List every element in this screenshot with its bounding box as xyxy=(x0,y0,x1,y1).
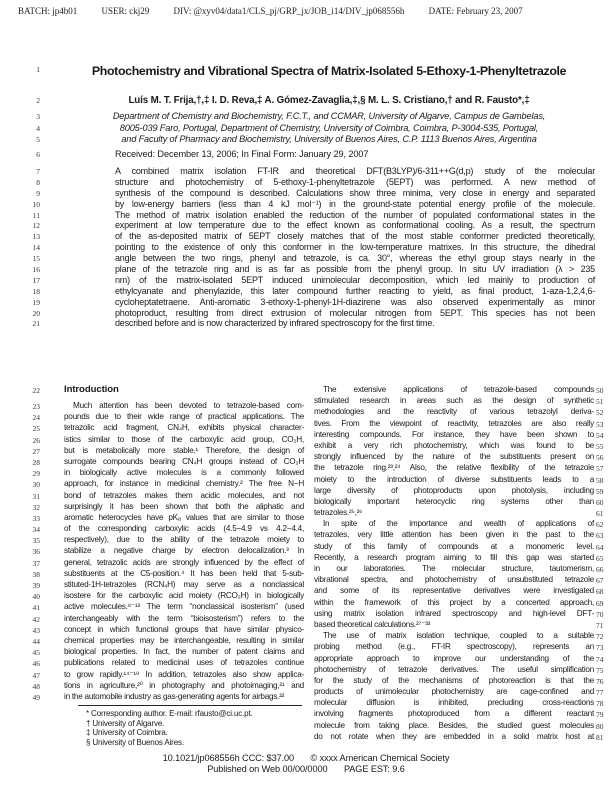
body-row xyxy=(32,400,304,411)
body-row xyxy=(32,523,304,535)
body-row xyxy=(32,534,304,546)
body-line: molecular diffusion is inhibited, precluding cross-reactions xyxy=(314,698,594,708)
body-line: publications related to medicinal uses of tetrazoles continue xyxy=(64,658,304,668)
body-line: istics similar to those of the carboxylic acid group, CO₂H, xyxy=(64,434,304,444)
line-number: 25 xyxy=(32,424,40,434)
line-number: 19 xyxy=(32,297,40,307)
affiliation-row xyxy=(0,134,612,146)
line-number: 11 xyxy=(32,210,40,220)
left-column xyxy=(32,384,304,747)
body-row xyxy=(314,474,604,485)
body-line: study of this family of compounds at a monomeric level. xyxy=(314,541,594,551)
proof-batch: BATCH: jp4b01 xyxy=(18,6,78,16)
abstract-row xyxy=(0,297,612,308)
line-number: 15 xyxy=(32,254,40,264)
footnote-rule xyxy=(78,705,302,706)
line-number: 38 xyxy=(32,569,40,579)
body-line: biologically important heterocyclic ring systems other than xyxy=(314,496,594,506)
body-row xyxy=(314,384,604,395)
abstract-line: pointing to the existence of only this conformer in the low-temperature matrixes. In this structure, the dihedral xyxy=(115,242,595,253)
line-number: 5 xyxy=(36,135,40,144)
body-row xyxy=(314,541,604,552)
line-number: 57 xyxy=(596,464,604,474)
line-number: 41 xyxy=(32,603,40,613)
body-row xyxy=(314,675,604,686)
line-number: 69 xyxy=(596,598,604,608)
right-column xyxy=(314,384,604,742)
body-line: within the framework of this project by a concerted approach, xyxy=(314,597,594,607)
line-number: 48 xyxy=(32,681,40,691)
line-number: 81 xyxy=(596,732,604,742)
line-number: 60 xyxy=(596,497,604,507)
line-number: 80 xyxy=(596,721,604,731)
line-number: 78 xyxy=(596,699,604,709)
line-number: 3 xyxy=(36,112,40,121)
line-number: 49 xyxy=(32,692,40,702)
body-line: large diversity of photoproducts upon photolysis, including xyxy=(314,485,594,495)
abstract-line: photoproduct, resulting from direct extrusion of molecular nitrogen from 5EPT. This species has not been xyxy=(115,307,595,318)
body-row xyxy=(32,411,304,423)
line-number: 76 xyxy=(596,676,604,686)
body-row xyxy=(32,590,304,602)
line-number: 71 xyxy=(596,620,604,630)
body-line: interchangeably with the term “bioisosterism”) refers to the xyxy=(64,613,304,623)
line-number: 14 xyxy=(32,243,40,253)
body-row xyxy=(32,478,304,490)
body-line: tetrazoles, very little attention has been given in the past to the xyxy=(314,530,594,540)
body-row xyxy=(314,563,604,574)
line-number: 50 xyxy=(596,386,604,395)
body-line: exhibit a very rich photochemistry, which was found to be xyxy=(314,440,594,450)
abstract-block xyxy=(0,166,612,329)
affiliation-line: Department of Chemistry and Biochemistry, F.C.T., and CCMAR, University of Algarve, Campus de Gambelas, xyxy=(112,111,546,121)
line-number: 64 xyxy=(596,542,604,552)
line-number: 7 xyxy=(36,167,40,176)
body-line: moiety to the introduction of diverse substituents leads to a xyxy=(314,474,594,484)
line-number: 39 xyxy=(32,581,40,590)
body-line: approach, for instance in medicinal chemistry.² The free N−H xyxy=(64,479,304,489)
body-row xyxy=(32,601,304,613)
line-number: 46 xyxy=(32,659,40,669)
body-row xyxy=(314,485,604,496)
body-line: vibrational spectra, and photochemistry of unsubstituted tetrazole xyxy=(314,575,594,585)
body-row xyxy=(314,697,604,709)
introduction-heading-row xyxy=(32,384,304,400)
body-line: tives. From the viewpoint of reactivity, tetrazoles are also really xyxy=(314,418,594,428)
line-number: 72 xyxy=(596,632,604,642)
body-row xyxy=(314,597,604,608)
body-row xyxy=(32,456,304,467)
authors-line: Luís M. T. Frija,†,‡ I. D. Reva,‡ A. Gómez-Zavaglia,‡,§ M. L. S. Cristiano,† and R. Fausto*,‡ xyxy=(128,95,530,106)
footer-doi: 10.1021/jp068556h CCC: $37.00 xyxy=(162,753,295,763)
body-row xyxy=(314,552,604,563)
body-line: in biologically active molecules is a commonly followed xyxy=(64,468,304,478)
footer-doi-line xyxy=(0,753,612,763)
line-number: 77 xyxy=(596,688,604,698)
footer-copyright: © xxxx American Chemical Society xyxy=(310,753,450,763)
footnote-line: * Corresponding author. E-mail: rfausto@ci.uc.pt. xyxy=(86,709,253,719)
abstract-row xyxy=(0,286,612,297)
body-line: stituted-1H-tetrazoles (RCN₄H) may serve as a nonclassical xyxy=(64,580,304,589)
abstract-line: angle between the two rings, phenyl and tetrazole, is ca. 30°, whereas the ethyl group stays nearly in the xyxy=(115,253,595,264)
line-number: 58 xyxy=(596,475,604,485)
line-number: 20 xyxy=(32,308,40,318)
line-number: 22 xyxy=(32,386,40,395)
body-line: the tetrazole ring.²³,²⁴ Also, the relative flexibility of the tetrazole xyxy=(314,463,594,473)
line-number: 1 xyxy=(36,65,40,74)
body-row xyxy=(32,490,304,501)
abstract-row xyxy=(0,199,612,210)
body-row xyxy=(32,422,304,434)
line-number: 6 xyxy=(36,150,40,159)
line-number: 79 xyxy=(596,710,604,720)
body-row xyxy=(314,720,604,731)
line-number: 36 xyxy=(32,547,40,557)
body-row xyxy=(314,630,604,642)
body-row xyxy=(32,568,304,579)
line-number: 33 xyxy=(32,513,40,523)
line-number: 29 xyxy=(32,469,40,479)
body-line: Much attention has been devoted to tetrazole-based com- xyxy=(73,401,304,410)
line-number: 53 xyxy=(596,419,604,429)
body-row xyxy=(314,406,604,418)
line-number: 74 xyxy=(596,654,604,664)
body-line: concept in which functional groups that have similar physico- xyxy=(64,624,304,634)
line-number: 63 xyxy=(596,531,604,541)
affiliation-line: 8005-039 Faro, Portugal, Department of Chemistry, University of Coimbra, Coimbra, P-3004-535, Portugal, xyxy=(119,122,539,133)
footnote-line: ‡ University of Coimbra. xyxy=(86,728,168,738)
left-column-lines xyxy=(32,400,304,702)
line-number: 10 xyxy=(32,199,40,209)
proof-header xyxy=(18,6,602,16)
line-number: 70 xyxy=(596,609,604,619)
affiliations-block xyxy=(0,111,612,146)
line-number: 28 xyxy=(32,457,40,467)
abstract-line: ethylcyanate and phenylazide, this later compound further reacting to yield, as final product, 1-aza-1,2,4,6- xyxy=(115,285,595,296)
body-row xyxy=(32,646,304,658)
line-number: 2 xyxy=(36,96,40,105)
line-number: 55 xyxy=(596,441,604,451)
body-row xyxy=(314,440,604,451)
line-number: 54 xyxy=(596,430,604,440)
body-line: appropriate approach to improve our understanding of the xyxy=(314,653,594,663)
body-row xyxy=(314,585,604,597)
abstract-row xyxy=(0,220,612,231)
body-line: The extensive applications of tetrazole-based compounds xyxy=(323,385,594,394)
line-number: 12 xyxy=(32,221,40,231)
page-footer xyxy=(0,753,612,774)
body-line: of the corresponding carboxylic acids (4.5−4.9 vs 4.2−4.4, xyxy=(64,524,304,534)
body-row xyxy=(314,653,604,664)
abstract-line: cycloheptatetraene. Anti-aromatic 3-ethoxy-1-phenyl-1H-diazirene was also observed experimentally as minor xyxy=(115,296,595,307)
body-line: isostere for the carboxylic acid moiety (RCO₂H) in biologically xyxy=(64,591,304,601)
body-line: do not rotate when they are embedded in a solid matrix host at xyxy=(314,731,594,741)
line-number: 51 xyxy=(596,397,604,407)
line-number: 42 xyxy=(32,614,40,624)
body-line: surprisingly it has been shown that both the aliphatic and xyxy=(64,501,304,511)
body-row xyxy=(314,418,604,429)
line-number: 75 xyxy=(596,665,604,675)
body-row xyxy=(32,467,304,479)
body-line: tions in agriculture,²⁰ in photography and photoimaging,²¹ and xyxy=(64,680,304,690)
body-row xyxy=(314,496,604,507)
body-line: probing method (e.g., FT-IR spectroscopy), represents an xyxy=(314,642,594,652)
body-line: active molecules.⁸⁻¹³ The term “nonclassical isosterism” (used xyxy=(64,602,304,612)
body-row xyxy=(32,669,304,680)
body-line: surrogate compounds bearing CN₄H groups instead of CO₂H xyxy=(64,456,304,466)
abstract-row xyxy=(0,188,612,199)
section-heading-introduction: Introduction xyxy=(64,384,119,395)
body-line: and some of its representative derivatives were investigated xyxy=(314,586,594,596)
abstract-row xyxy=(0,210,612,221)
right-column-lines xyxy=(314,384,604,742)
footnote-line: † University of Algarve. xyxy=(86,718,165,728)
line-number: 4 xyxy=(36,123,40,133)
body-row xyxy=(314,395,604,407)
proof-date: DATE: February 23, 2007 xyxy=(428,6,523,16)
proof-div: DIV: @xyv04/data1/CLS_pj/GRP_jx/JOB_i14/DIV_jp068556h xyxy=(173,6,405,16)
article-title: Photochemistry and Vibrational Spectra of Matrix-Isolated 5-Ethoxy-1-Phenyltetrazole xyxy=(91,64,567,78)
footnote-line: § University of Buenos Aires. xyxy=(86,737,184,747)
body-row xyxy=(314,619,604,630)
body-line: involving fragments photoproduced from a different reactant xyxy=(314,709,594,719)
line-number: 47 xyxy=(32,670,40,680)
abstract-row xyxy=(0,318,612,329)
body-line: photochemistry of tetrazole derivatives. The useful simplification xyxy=(314,664,594,674)
body-line: In spite of the importance and wealth of applications of xyxy=(323,519,594,529)
body-line: stabilize a negative charge by electron delocalization.³ In xyxy=(64,546,304,556)
body-row xyxy=(32,434,304,445)
body-row xyxy=(314,429,604,440)
body-row xyxy=(314,451,604,463)
line-number: 18 xyxy=(32,286,40,296)
body-line: based theoretical calculations.²⁷⁻³³ xyxy=(314,619,431,629)
line-number: 65 xyxy=(596,553,604,563)
body-row xyxy=(314,574,604,586)
line-number: 59 xyxy=(596,486,604,496)
body-line: but is metabolically more stable.¹ Therefore, the design of xyxy=(64,445,304,455)
line-number: 61 xyxy=(596,509,604,519)
body-line: strongly influenced by the nature of the substituents present on xyxy=(314,452,594,462)
abstract-line: of the as-deposited matrix of 5EPT closely matches that of the most stable conformer predicted theoretically, xyxy=(115,231,595,242)
body-row xyxy=(314,608,604,619)
body-line: respectively), due to the ability of the tetrazole moiety to xyxy=(64,535,304,545)
body-line: in our laboratories. The molecular structure, tautomerism, xyxy=(314,564,594,573)
received-row xyxy=(0,149,612,161)
body-row xyxy=(32,680,304,691)
body-line: to grow rapidly.¹⁴⁻¹⁹ In addition, tetrazoles also show applica- xyxy=(64,669,304,679)
abstract-line: described before and is now characterized by infrared spectroscopy for the first time. xyxy=(115,318,435,329)
body-line: interesting compounds. For instance, they have been shown to xyxy=(314,429,594,439)
line-number: 31 xyxy=(32,491,40,501)
body-row xyxy=(314,518,604,530)
body-row xyxy=(32,557,304,568)
abstract-line: by low-energy barriers (less than 4 kJ mol⁻¹) in the ground-state potential energy profile of the molecule. xyxy=(115,198,595,209)
body-line: bond of tetrazoles makes them acidic molecules, and not xyxy=(64,490,304,500)
body-row xyxy=(32,445,304,456)
body-line: methodologies and the reactivity of various tetrazolyl deriva- xyxy=(314,407,594,417)
footer-published: Published on Web 00/00/0000 xyxy=(207,764,328,774)
abstract-row xyxy=(0,242,612,253)
body-row xyxy=(32,545,304,557)
body-row xyxy=(314,708,604,720)
line-number: 67 xyxy=(596,576,604,586)
line-number: 34 xyxy=(32,525,40,535)
footnotes-block xyxy=(64,709,304,747)
body-row xyxy=(314,731,604,742)
line-number: 62 xyxy=(596,520,604,530)
abstract-row xyxy=(0,231,612,242)
body-line: for the study of the mechanisms of photoreaction is that the xyxy=(314,675,594,685)
body-row xyxy=(314,641,604,653)
body-row xyxy=(32,657,304,669)
body-line: Recently, a research program aiming to fill this gap was started xyxy=(314,552,594,562)
body-line: tetrazolic acid fragment, CN₄H, exhibits physical character- xyxy=(64,423,304,433)
body-row xyxy=(314,529,604,541)
body-line: biological properties. In fact, the number of patent claims and xyxy=(64,647,304,657)
authors-row xyxy=(0,95,612,108)
line-number: 30 xyxy=(32,480,40,490)
body-row xyxy=(32,624,304,635)
footer-page-est: PAGE EST: 9.6 xyxy=(343,764,405,774)
line-number: 56 xyxy=(596,453,604,463)
abstract-row xyxy=(0,264,612,275)
line-number: 32 xyxy=(32,502,40,512)
abstract-line: nm) of the matrix-isolated 5EPT induced unimolecular decomposition, which led mainly to production of xyxy=(115,274,595,285)
body-row xyxy=(32,635,304,646)
body-row xyxy=(32,579,304,590)
abstract-line: plane of the tetrazole ring and is as far as possible from the phenyl group. In situ UV irradiation (λ > 235 xyxy=(115,264,595,275)
body-line: products of unimolecular photochemistry are cage-confined and xyxy=(314,687,594,697)
abstract-line: experiment at low temperature due to the effect known as conformational cooling. As a result, the spectrum xyxy=(115,220,595,231)
affiliation-row xyxy=(0,111,612,123)
line-number: 45 xyxy=(32,648,40,658)
line-number: 26 xyxy=(32,435,40,445)
body-line: The use of matrix isolation technique, coupled to a suitable xyxy=(323,631,594,641)
body-row xyxy=(32,691,304,702)
line-number: 24 xyxy=(32,413,40,423)
abstract-line: A combined matrix isolation FT-IR and theoretical DFT(B3LYP)/6-311++G(d,p) study of the molecular xyxy=(115,166,595,176)
body-row xyxy=(314,507,604,519)
body-row xyxy=(314,664,604,675)
body-line: using matrix isolation infrared spectroscopy and high-level DFT- xyxy=(314,608,594,618)
line-number: 9 xyxy=(36,188,40,198)
line-number: 68 xyxy=(596,587,604,597)
body-row xyxy=(314,462,604,474)
abstract-row xyxy=(0,253,612,264)
body-line: stimulated research in areas such as the design of synthetic xyxy=(314,396,594,406)
body-row xyxy=(32,512,304,523)
abstract-row xyxy=(0,308,612,319)
abstract-row xyxy=(0,166,612,177)
line-number: 66 xyxy=(596,565,604,574)
line-number: 21 xyxy=(32,319,40,329)
line-number: 27 xyxy=(32,446,40,456)
line-number: 13 xyxy=(32,232,40,242)
body-line: substituents at the C5-position.⁴ It has been held that 5-sub- xyxy=(64,568,304,578)
line-number: 40 xyxy=(32,592,40,602)
line-number: 73 xyxy=(596,643,604,653)
body-row xyxy=(32,501,304,512)
received-line: Received: December 13, 2006; In Final Form: January 29, 2007 xyxy=(115,149,369,159)
abstract-line: The method of matrix isolation enabled the reduction of the number of populated conformational states in the xyxy=(115,209,595,220)
line-number: 35 xyxy=(32,536,40,546)
line-number: 43 xyxy=(32,625,40,635)
abstract-row xyxy=(0,177,612,188)
body-line: tetrazoles.²⁵,²⁶ xyxy=(314,508,363,518)
line-number: 16 xyxy=(32,265,40,275)
line-number: 17 xyxy=(32,275,40,285)
body-line: aromatic heterocycles have pKₐ values that are similar to those xyxy=(64,512,304,522)
body-line: in the automobile industry as gas-generating agents for airbags.²² xyxy=(64,691,285,701)
body-line: general, tetrazolic acids are strongly influenced by the effect of xyxy=(64,557,304,567)
line-number: 8 xyxy=(36,177,40,187)
abstract-line: structure and photochemistry of 5-ethoxy-1-phenyltetrazole (5EPT) was performed. A new method of xyxy=(115,176,595,187)
affiliation-line: and Faculty of Pharmacy and Biochemistry, University of Buenos Aires, C.P. 1113 Buenos Aires, Argentina xyxy=(121,134,537,144)
line-number: 44 xyxy=(32,636,40,646)
abstract-line: synthesis of the compound is described. Calculations show three minima, very close in energy and separated xyxy=(115,187,595,198)
body-row xyxy=(314,686,604,698)
body-row xyxy=(32,613,304,624)
affiliation-row xyxy=(0,123,612,135)
body-line: pounds due to their wide range of practical applications. The xyxy=(64,412,304,422)
abstract-row xyxy=(0,275,612,286)
title-row xyxy=(0,64,612,80)
proof-user: USER: ckj29 xyxy=(101,6,150,16)
line-number: 23 xyxy=(32,402,40,411)
footer-published-line xyxy=(0,764,612,774)
line-number: 52 xyxy=(596,408,604,418)
line-number: 37 xyxy=(32,558,40,568)
body-line: molecule from taking place. Besides, the studied guest molecules xyxy=(314,720,594,730)
body-line: chemical properties may be interchangeable, resulting in similar xyxy=(64,635,304,645)
